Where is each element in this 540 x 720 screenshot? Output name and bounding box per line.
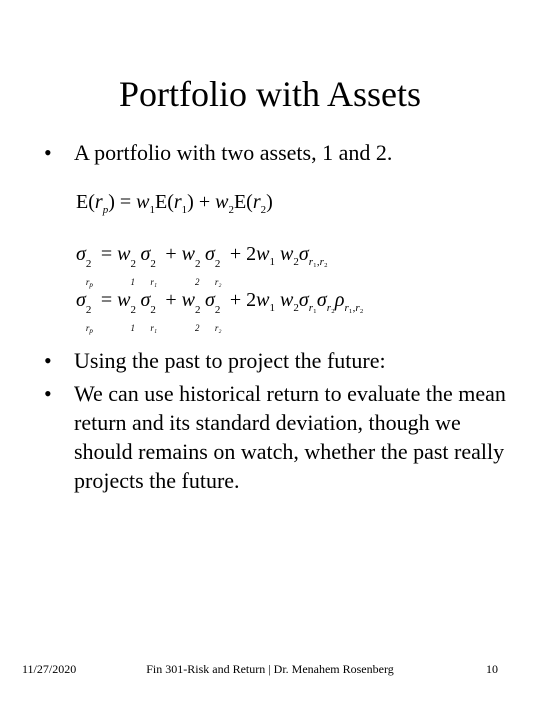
equation-variance-correlation: σ 2 $r_p$ = w 2 1 σ 2 r₁ + w 2 2 σ 2 r₂ + $2w_1$ $w_2\sigma_{r_1}\sigma_{r_2}\rho_{r_1,r_2}$ [76,289,364,335]
bullet-item [44,138,514,168]
footer-course: Fin 301-Risk and Return | Dr. Menahem Rosenberg [146,662,394,676]
footer-date: 11/27/2020 [22,662,77,676]
equation-expected-return: $E(r_p) = w_1E(r_1) + w_2E(r_2)$ [76,191,273,216]
bullet-icon: • [44,140,52,165]
bullet-text: A portfolio with two assets, 1 and 2. [74,140,393,165]
page-title: Portfolio with Assets [118,74,422,114]
equation-variance-covariance: σ 2 $r_p$ = w 2 1 σ 2 r₁ + w 2 2 σ 2 r₂ + $2w_1$ $w_2\sigma_{r_1,r_2}$ [76,243,328,289]
bullet-text: Using the past to project the future: [74,348,386,373]
footer-page-number: 10 [486,662,498,676]
bullet-item [44,379,514,499]
bullet-icon: • [44,381,52,406]
bullet-text: We can use historical return to evaluate the mean return and its standard deviation, though we should remains on watch, whether the past really projects the future. [74,381,506,493]
bullet-item [44,346,514,376]
bullet-icon: • [44,348,52,373]
